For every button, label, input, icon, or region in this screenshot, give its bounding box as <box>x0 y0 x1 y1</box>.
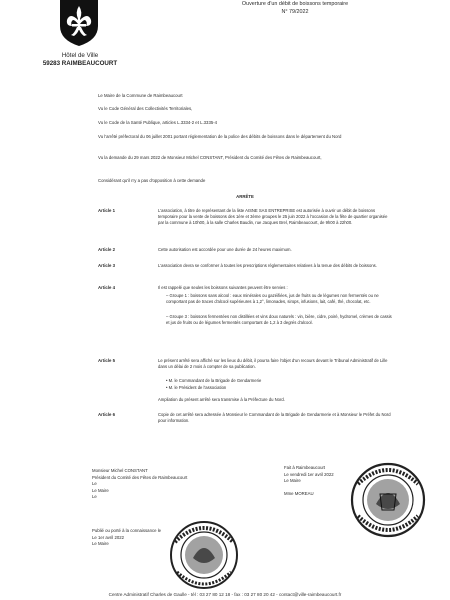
arrete-title: ARRÊTE <box>236 194 254 199</box>
preamble-mayor: Le Maire de la Commune de Raimbeaucourt <box>98 93 183 98</box>
article-5-label: Article 5 <box>98 358 115 363</box>
article-4-label: Article 4 <box>98 285 115 290</box>
footer-address: Centre Administratif Charles de Gaulle - tél : 03 27 80 12 18 - fax : 03 27 80 20 42 - contact@ville-raimbeaucourt.fr <box>108 592 342 597</box>
article-5-bullet-1: • M. le Commandant de la Brigade de Gendarmerie <box>166 378 262 383</box>
article-4-bullet-2: – Groupe 3 : boissons fermentées non distillées et vins doux naturels : vin, bière, cidre, poiré, hydromel, crèmes de cassis et jus de fruits ou de légumes fermentés comportant de 1,2 à 3 degrés d'alcool. <box>166 314 392 326</box>
sig-left-line: Le <box>92 494 97 500</box>
preamble-considerant: Considérant qu'il n'y a pas d'opposition à cette demande <box>98 178 206 183</box>
article-5-bullet-2: • M. le Président de l'association <box>166 385 227 390</box>
article-2-text: Cette autorisation est accordée pour une durée de 24 heures maximum. <box>158 247 292 252</box>
sig-left-line: Le Maire <box>92 487 109 493</box>
signature-left-block <box>92 468 222 501</box>
article-6-text: Copie de cet arrêté sera adressée à Monsieur le Commandant de la Brigade de Gendarmerie et à Monsieur le Préfet du Nord pour information. <box>158 412 391 424</box>
bullet-text: M. le Commandant de la Brigade de Gendarmerie <box>168 378 262 383</box>
article-4-text: Il est rappelé que seules les boissons suivantes peuvent être servies : <box>158 285 288 290</box>
sig-right-name: Mme MOREAU <box>284 490 314 496</box>
hotel-line2: 59283 RAIMBEAUCOURT <box>42 60 118 67</box>
article-3-label: Article 3 <box>98 263 115 268</box>
sig-left-line: Le <box>92 481 97 487</box>
article-3-text: L'association devra se conformer à toutes les prescriptions réglementaires relatives à la tenue des débits de boissons. <box>158 263 377 268</box>
decree-subject: Ouverture d'un débit de boissons temporaire <box>241 1 349 7</box>
article-2-label: Article 2 <box>98 247 115 252</box>
article-4-bullet-1: – Groupe 1 : boissons sans alcool : eaux minérales ou gazéifiées, jus de fruits ou de légumes non fermentés ou ne comportant pas de traces d'alcool supérieures à 1,2°, limonades, sirops, infusions, lait, café, thé, chocolat, etc. <box>166 293 379 305</box>
bullet-text: Groupe 3 : boissons fermentées non distillées et vins doux naturels : vin, bière, cidre, poiré, hydromel, crèmes de cassis et jus de fruits ou de légumes fermentés comportant de 1,2 à 3 degrés d'alcool. <box>166 314 392 326</box>
sig-right-line: Fait à Raimbeaucourt <box>284 465 326 470</box>
official-seal-center <box>168 520 240 590</box>
sig-right-line: Le Maire <box>284 478 301 484</box>
publication-line: Le Maire <box>92 541 109 547</box>
decree-header <box>210 0 380 16</box>
hotel-line1: Hôtel de Ville <box>61 52 99 59</box>
article-5-text: Le présent arrêté sera affiché sur les lieux du débit, il pourra faire l'objet d'un recours devant le Tribunal Administratif de Lille dans un délai de 2 mois à compter de sa publication. <box>158 358 388 370</box>
preamble-csp: Vu le Code de la Santé Publique, articles L.3334-2 et L.3335-4 <box>98 120 218 125</box>
official-seal-right <box>350 462 426 538</box>
article-6-label: Article 6 <box>98 412 115 417</box>
fleur-de-lis-shield-icon <box>58 0 100 46</box>
decree-number: N° 79/2022 <box>281 9 309 15</box>
sig-left-line: Président du Comité des Fêtes de Raimbeaucourt <box>92 474 188 480</box>
publication-line: Le 1er avril 2022 <box>92 534 125 540</box>
article-1-label: Article 1 <box>98 208 115 213</box>
article-1-text: L'association, à titre de représentant de la liste AISNE SAS ENTREPRISE est autorisée à ouvrir un débit de boissons temporaire pour la vente de boissons des 1ère et 3ème groupes le 25 juin 2022 à l'occasion de la fête de quartier organisée par la commune à 10h00, à la salle Charles Baudin, rue Jacques Brel, Raimbeaucourt, de 9h00 à 22h00. <box>158 208 388 226</box>
town-hall-address <box>30 52 130 68</box>
preamble-demande: Vu la demande du 29 mars 2022 de Monsieur Michel CONSTANT, Président du Comité des Fêtes de Raimbeaucourt, <box>98 155 322 160</box>
bullet-text: Groupe 1 : boissons sans alcool : eaux minérales ou gazéifiées, jus de fruits ou de légumes non fermentés ou ne comportant pas de traces d'alcool supérieures à 1,2°, limonades, sirops, infusions, lait, café, thé, chocolat, etc. <box>166 293 379 305</box>
preamble-cgct: Vu le Code Général des Collectivités Territoriales, <box>98 106 193 111</box>
sig-left-line: Monsieur Michel CONSTANT <box>92 468 148 473</box>
sig-right-line: Le vendredi 1er avril 2022 <box>284 471 334 477</box>
publication-line: Publié ou porté à la connaissance le <box>92 528 162 533</box>
article-5-note: Ampliation du présent arrêté sera transmise à la Préfecture du Nord. <box>158 397 285 402</box>
bullet-text: M. le Président de l'association <box>168 385 227 390</box>
preamble-arrete-prefectoral: Vu l'arrêté préfectoral du 06 juillet 2001 portant réglementation de la police des débits de boissons dans le département du Nord <box>98 134 342 139</box>
